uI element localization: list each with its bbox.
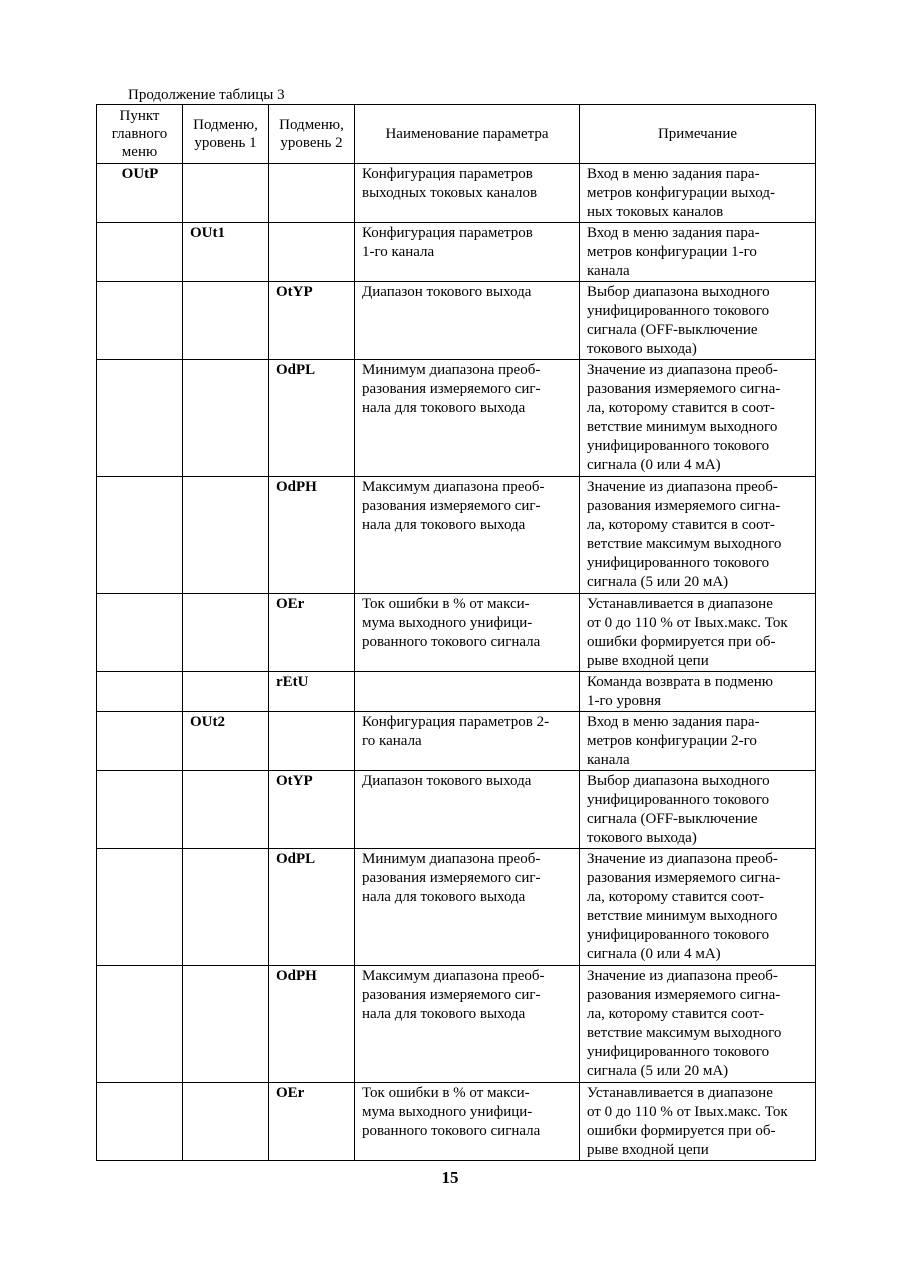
- main-menu-cell: [97, 712, 183, 771]
- submenu-level-1-cell: [183, 360, 269, 477]
- table-row: [97, 771, 816, 849]
- parameter-name-cell: Максимум диапазона преоб- разования измеряемого сиг- нала для токового выхода: [355, 477, 580, 594]
- parameter-name-cell: [355, 672, 580, 712]
- submenu-level-2-cell: [269, 223, 355, 282]
- submenu-level-1-cell: [183, 849, 269, 966]
- table-row: [97, 282, 816, 360]
- note-cell: Команда возврата в подменю 1-го уровня: [580, 672, 816, 712]
- parameter-name-cell: Диапазон токового выхода: [355, 282, 580, 360]
- submenu-level-1-cell: [183, 1083, 269, 1161]
- parameter-name-cell: Конфигурация параметров выходных токовых каналов: [355, 164, 580, 223]
- table-row: [97, 672, 816, 712]
- main-menu-cell: [97, 672, 183, 712]
- main-menu-cell: [97, 223, 183, 282]
- main-menu-cell: [97, 594, 183, 672]
- header-parameter-name: Наименование параметра: [355, 105, 580, 164]
- parameter-name-cell: Ток ошибки в % от макси- мума выходного унифици- рованного токового сигнала: [355, 594, 580, 672]
- submenu-level-1-cell: [183, 164, 269, 223]
- table-row: [97, 966, 816, 1083]
- note-cell: Значение из диапазона преоб- разования измеряемого сигна- ла, которому ставится соот- ветствие максимум выходного унифицированного токового сигнала (5 или 20 мА): [580, 966, 816, 1083]
- note-cell: Вход в меню задания пара- метров конфигурации 2-го канала: [580, 712, 816, 771]
- parameter-name-cell: Максимум диапазона преоб- разования измеряемого сиг- нала для токового выхода: [355, 966, 580, 1083]
- main-menu-cell: [97, 1083, 183, 1161]
- parameter-name-cell: Минимум диапазона преоб- разования измеряемого сиг- нала для токового выхода: [355, 849, 580, 966]
- main-menu-cell: [97, 771, 183, 849]
- table-row: [97, 164, 816, 223]
- table-row: [97, 360, 816, 477]
- main-menu-cell: [97, 966, 183, 1083]
- header-main-menu: Пункт главного меню: [97, 105, 183, 164]
- submenu-level-2-cell: [269, 712, 355, 771]
- table-row: [97, 1083, 816, 1161]
- note-cell: Значение из диапазона преоб- разования измеряемого сигна- ла, которому ставится соот- ветствие минимум выходного унифицированного токового сигнала (0 или 4 мА): [580, 849, 816, 966]
- submenu-level-1-cell: [183, 771, 269, 849]
- parameter-name-cell: Ток ошибки в % от макси- мума выходного унифици- рованного токового сигнала: [355, 1083, 580, 1161]
- table-row: [97, 223, 816, 282]
- note-cell: Значение из диапазона преоб- разования измеряемого сигна- ла, которому ставится в соот- ветствие максимум выходного унифицированного токового сигнала (5 или 20 мА): [580, 477, 816, 594]
- parameters-table: [96, 104, 816, 1161]
- submenu-level-2-cell: OdPH: [269, 966, 355, 1083]
- main-menu-cell: [97, 477, 183, 594]
- submenu-level-2-cell: OdPL: [269, 849, 355, 966]
- submenu-level-2-cell: rEtU: [269, 672, 355, 712]
- parameter-name-cell: Конфигурация параметров 1-го канала: [355, 223, 580, 282]
- submenu-level-1-cell: [183, 477, 269, 594]
- note-cell: Вход в меню задания пара- метров конфигурации 1-го канала: [580, 223, 816, 282]
- note-cell: Выбор диапазона выходного унифицированного токового сигнала (OFF-выключение токового выхода): [580, 282, 816, 360]
- header-submenu-level-2: Подменю, уровень 2: [269, 105, 355, 164]
- submenu-level-2-cell: OtYP: [269, 282, 355, 360]
- submenu-level-2-cell: OtYP: [269, 771, 355, 849]
- submenu-level-1-cell: OUt1: [183, 223, 269, 282]
- submenu-level-2-cell: OEr: [269, 594, 355, 672]
- submenu-level-1-cell: [183, 594, 269, 672]
- note-cell: Значение из диапазона преоб- разования измеряемого сигна- ла, которому ставится в соот- ветствие минимум выходного унифицированного токового сигнала (0 или 4 мА): [580, 360, 816, 477]
- main-menu-cell: [97, 360, 183, 477]
- main-menu-cell: [97, 282, 183, 360]
- parameter-name-cell: Минимум диапазона преоб- разования измеряемого сиг- нала для токового выхода: [355, 360, 580, 477]
- main-menu-cell: [97, 849, 183, 966]
- table-row: [97, 477, 816, 594]
- submenu-level-1-cell: [183, 966, 269, 1083]
- table-row: [97, 594, 816, 672]
- submenu-level-1-cell: [183, 672, 269, 712]
- parameter-name-cell: Диапазон токового выхода: [355, 771, 580, 849]
- table-row: [97, 849, 816, 966]
- submenu-level-2-cell: OEr: [269, 1083, 355, 1161]
- submenu-level-2-cell: [269, 164, 355, 223]
- note-cell: Выбор диапазона выходного унифицированного токового сигнала (OFF-выключение токового выхода): [580, 771, 816, 849]
- table-header-row: [97, 105, 816, 164]
- note-cell: Устанавливается в диапазоне от 0 до 110 % от Iвых.макс. Ток ошибки формируется при об- рыве входной цепи: [580, 1083, 816, 1161]
- submenu-level-1-cell: OUt2: [183, 712, 269, 771]
- note-cell: Устанавливается в диапазоне от 0 до 110 % от Iвых.макс. Ток ошибки формируется при об- рыве входной цепи: [580, 594, 816, 672]
- parameter-name-cell: Конфигурация параметров 2- го канала: [355, 712, 580, 771]
- table-row: [97, 712, 816, 771]
- note-cell: Вход в меню задания пара- метров конфигурации выход- ных токовых каналов: [580, 164, 816, 223]
- table-caption: Продолжение таблицы 3: [128, 87, 285, 103]
- submenu-level-2-cell: OdPL: [269, 360, 355, 477]
- main-menu-cell: OUtP: [97, 164, 183, 223]
- page-number: 15: [441, 1168, 459, 1187]
- header-note: Примечание: [580, 105, 816, 164]
- submenu-level-1-cell: [183, 282, 269, 360]
- submenu-level-2-cell: OdPH: [269, 477, 355, 594]
- header-submenu-level-1: Подменю, уровень 1: [183, 105, 269, 164]
